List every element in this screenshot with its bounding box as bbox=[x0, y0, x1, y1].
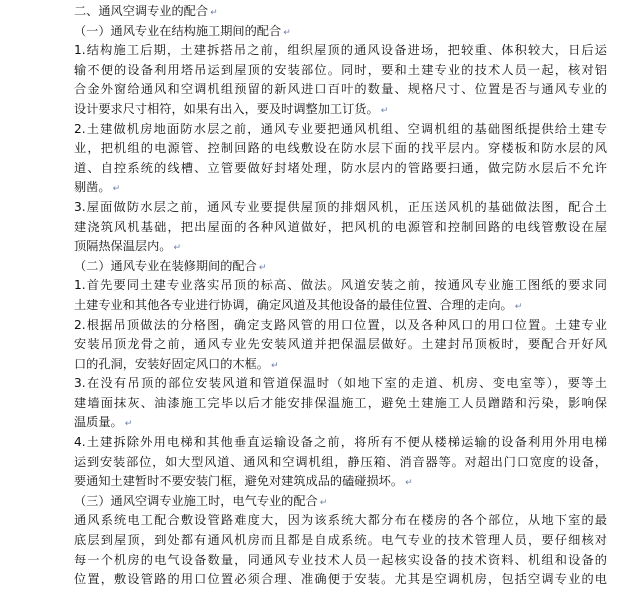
paragraph-end-line bbox=[74, 178, 607, 198]
text-line: 合金外窗给通风和空调机组预留的新风进口百叶的数量、规格尺寸、位置是否与通风专业的 bbox=[74, 82, 607, 97]
text-line: 4.土建拆除外用电梯和其他垂直运输设备之前，将所有不便从楼梯运输的设备利用外用电梯 bbox=[74, 435, 607, 450]
paragraph-mark-icon: ↵ bbox=[173, 243, 182, 254]
section-heading bbox=[74, 2, 607, 22]
text-line: 3.在没有吊顶的部位安装风道和管道保温时（如地下室的走道、机房、变电室等），要等土 bbox=[74, 376, 607, 391]
subsection-heading bbox=[74, 492, 607, 512]
paragraph-mark-icon: ↵ bbox=[258, 262, 267, 273]
subsection-heading bbox=[74, 257, 607, 277]
text-line: 建浇筑风机基础，把出屋面的各种风道做好，把风机的电源管和控制回路的电线管敷设在屋 bbox=[74, 219, 607, 234]
text-line: 安装吊顶龙骨之前，通风专业先安装风道并把保温层做好。土建封吊顶板时，要配合开好风 bbox=[74, 337, 607, 352]
text-line: 3.屋面做防水层之前，通风专业要提供屋顶的排烟风机，正压送风机的基础做法图，配合土 bbox=[74, 199, 607, 214]
paragraph-mark-icon: ↵ bbox=[283, 27, 291, 38]
text-line: 温质量。 bbox=[74, 415, 123, 430]
text-line: 要通知土建暂时不要安装门框，避免对建筑成品的磕碰损坏。 bbox=[74, 474, 404, 489]
text-line: 1.结构施工后期，土建拆搭吊之前，组织屋顶的通风设备进场，把较重、体积较大，日后运 bbox=[74, 43, 607, 58]
text-line: 设计要求尺寸相符，如果有出入，要及时调整加工订货。 bbox=[74, 101, 379, 116]
text-line: 1.首先要同土建专业落实吊顶的标高、做法。风道安装之前，按通风专业施工图纸的要求同 bbox=[74, 278, 607, 293]
text-line: 顶隔热保温层内。 bbox=[74, 239, 172, 254]
text-line: 输不便的设备利用塔吊运到屋顶的安装部位。同时，要和土建专业的技术人员一起，核对铝 bbox=[74, 62, 607, 77]
paragraph-end-line bbox=[74, 355, 607, 375]
text-line: 剔凿。 bbox=[74, 180, 111, 195]
paragraph-end-line bbox=[74, 296, 607, 316]
paragraph-mark-icon: ↵ bbox=[124, 419, 133, 430]
paragraph-mark-icon: ↵ bbox=[319, 497, 328, 508]
paragraph-mark-icon: ↵ bbox=[514, 301, 523, 312]
text-line: 业，把机组的电源管、控制回路的电线敷设在防水层下面的找平层内。穿楼板和防水层的风 bbox=[74, 141, 607, 156]
text-line: （一）通风专业在结构施工期间的配合 bbox=[74, 23, 282, 38]
paragraph-mark-icon: ↵ bbox=[405, 478, 413, 489]
paragraph-end-line bbox=[74, 472, 607, 492]
paragraph-mark-icon: ↵ bbox=[210, 8, 218, 18]
paragraph-mark-icon: ↵ bbox=[380, 105, 389, 116]
paragraph-end-line bbox=[74, 413, 607, 433]
text-line: 二、通风空调专业的配合 bbox=[74, 4, 209, 18]
text-line: 每一个机房的电气设备数量，同通风专业技术人员一起核实设备的技术资料、机组和设备的 bbox=[74, 552, 607, 567]
text-line: 道、自控系统的线槽、立管要做好封堵处理，防水层内的管路要扫通，做完防水层后不允许 bbox=[74, 160, 607, 175]
paragraph-end-line bbox=[74, 237, 607, 257]
paragraph-mark-icon: ↵ bbox=[271, 360, 279, 371]
text-line: 土建专业和其他各专业进行协调，确定风道及其他设备的最佳位置、合理的走向。 bbox=[74, 297, 513, 312]
text-line: 运到安装部位，如大型风道、通风和空调机组，静压箱、消音器等。对超出门口宽度的设备， bbox=[74, 454, 607, 469]
text-line: 建墙面抹灰、油漆施工完毕以后才能安排保温施工，避免土建施工人员蹭踏和污染，影响保 bbox=[74, 395, 607, 410]
text-line: 2.土建做机房地面防水层之前，通风专业要把通风机组、空调机组的基础图纸提供给土建专 bbox=[74, 121, 607, 136]
text-line: 2.根据吊顶做法的分格图，确定支路风管的用口位置，以及各种风口的用口位置。土建专业 bbox=[74, 317, 607, 332]
paragraph-mark-icon: ↵ bbox=[112, 184, 121, 195]
text-line: 口的孔洞，安装好固定风口的木框。 bbox=[74, 356, 269, 371]
subsection-heading bbox=[74, 22, 607, 42]
text-line: 位置，敷设管路的用口位置必须合理、准确便于安装。尤其是空调机房，包括空调专业的电 bbox=[74, 572, 607, 587]
text-line: （二）通风专业在装修期间的配合 bbox=[74, 258, 257, 273]
paragraph-end-line bbox=[74, 100, 607, 120]
text-line: 通风系统电工配合敷设管路难度大，因为该系统大都分布在楼房的各个部位，从地下室的最 bbox=[74, 513, 607, 528]
text-line: 底层到屋顶，到处都有通风机房而且都是自成系统。电气专业的技术管理人员，要仔细核对 bbox=[74, 533, 607, 548]
text-line: （三）通风空调专业施工时，电气专业的配合 bbox=[74, 493, 318, 508]
